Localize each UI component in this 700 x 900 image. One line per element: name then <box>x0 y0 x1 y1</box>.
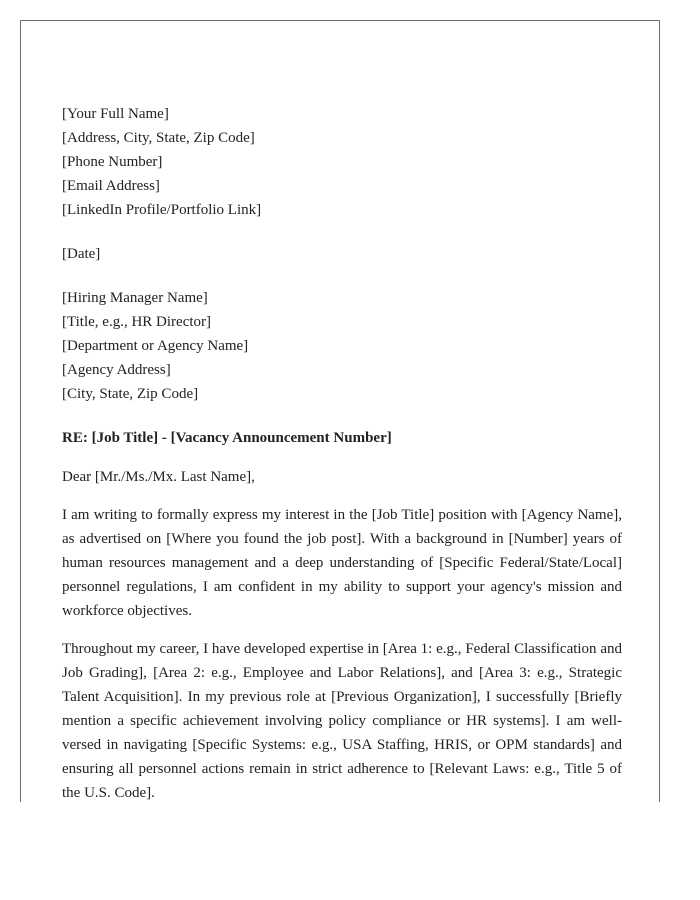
body-paragraph-1-block <box>62 503 622 623</box>
sender-block <box>62 102 622 222</box>
letter-page <box>20 20 660 802</box>
salutation: Dear [Mr./Ms./Mx. Last Name], <box>62 469 255 485</box>
letter-date: [Date] <box>62 246 101 262</box>
sender-address: [Address, City, State, Zip Code] <box>62 130 255 146</box>
sender-name: [Your Full Name] <box>62 106 169 122</box>
recipient-title: [Title, e.g., HR Director] <box>62 314 212 330</box>
body-paragraph-2-block <box>62 637 622 802</box>
re-block <box>62 426 622 450</box>
sender-link: [LinkedIn Profile/Portfolio Link] <box>62 202 262 218</box>
salutation-block <box>62 465 622 489</box>
date-block <box>62 242 622 266</box>
recipient-block <box>62 286 622 406</box>
letter-content <box>62 102 622 802</box>
sender-email: [Email Address] <box>62 178 160 194</box>
re-line: RE: [Job Title] - [Vacancy Announcement Number] <box>62 430 392 446</box>
recipient-department: [Department or Agency Name] <box>62 338 249 354</box>
body-paragraph: I am writing to formally express my interest in the [Job Title] position with [Agency Name], as advertised on [Where you found the job post]. With a background in [Number] years of human resources management and a deep understanding of [Specific Federal/State/Local] personnel regulations, I am confident in my ability to support your agency's mission and workforce objectives. <box>62 507 622 619</box>
body-paragraph: Throughout my career, I have developed expertise in [Area 1: e.g., Federal Classification and Job Grading], [Area 2: e.g., Employee and Labor Relations], and [Area 3: e.g., Strategic Talent Acquisition]. In my previous role at [Previous Organization], I successfully [Briefly mention a specific achievement involving policy compliance or HR systems]. I am well-versed in navigating [Specific Systems: e.g., USA Staffing, HRIS, or OPM standards] and ensuring all personnel actions remain in strict adherence to [Relevant Laws: e.g., Title 5 of the U.S. Code]. <box>62 641 622 801</box>
sender-phone: [Phone Number] <box>62 154 163 170</box>
recipient-name: [Hiring Manager Name] <box>62 290 208 306</box>
recipient-city-state-zip: [City, State, Zip Code] <box>62 386 199 402</box>
recipient-agency-address: [Agency Address] <box>62 362 171 378</box>
